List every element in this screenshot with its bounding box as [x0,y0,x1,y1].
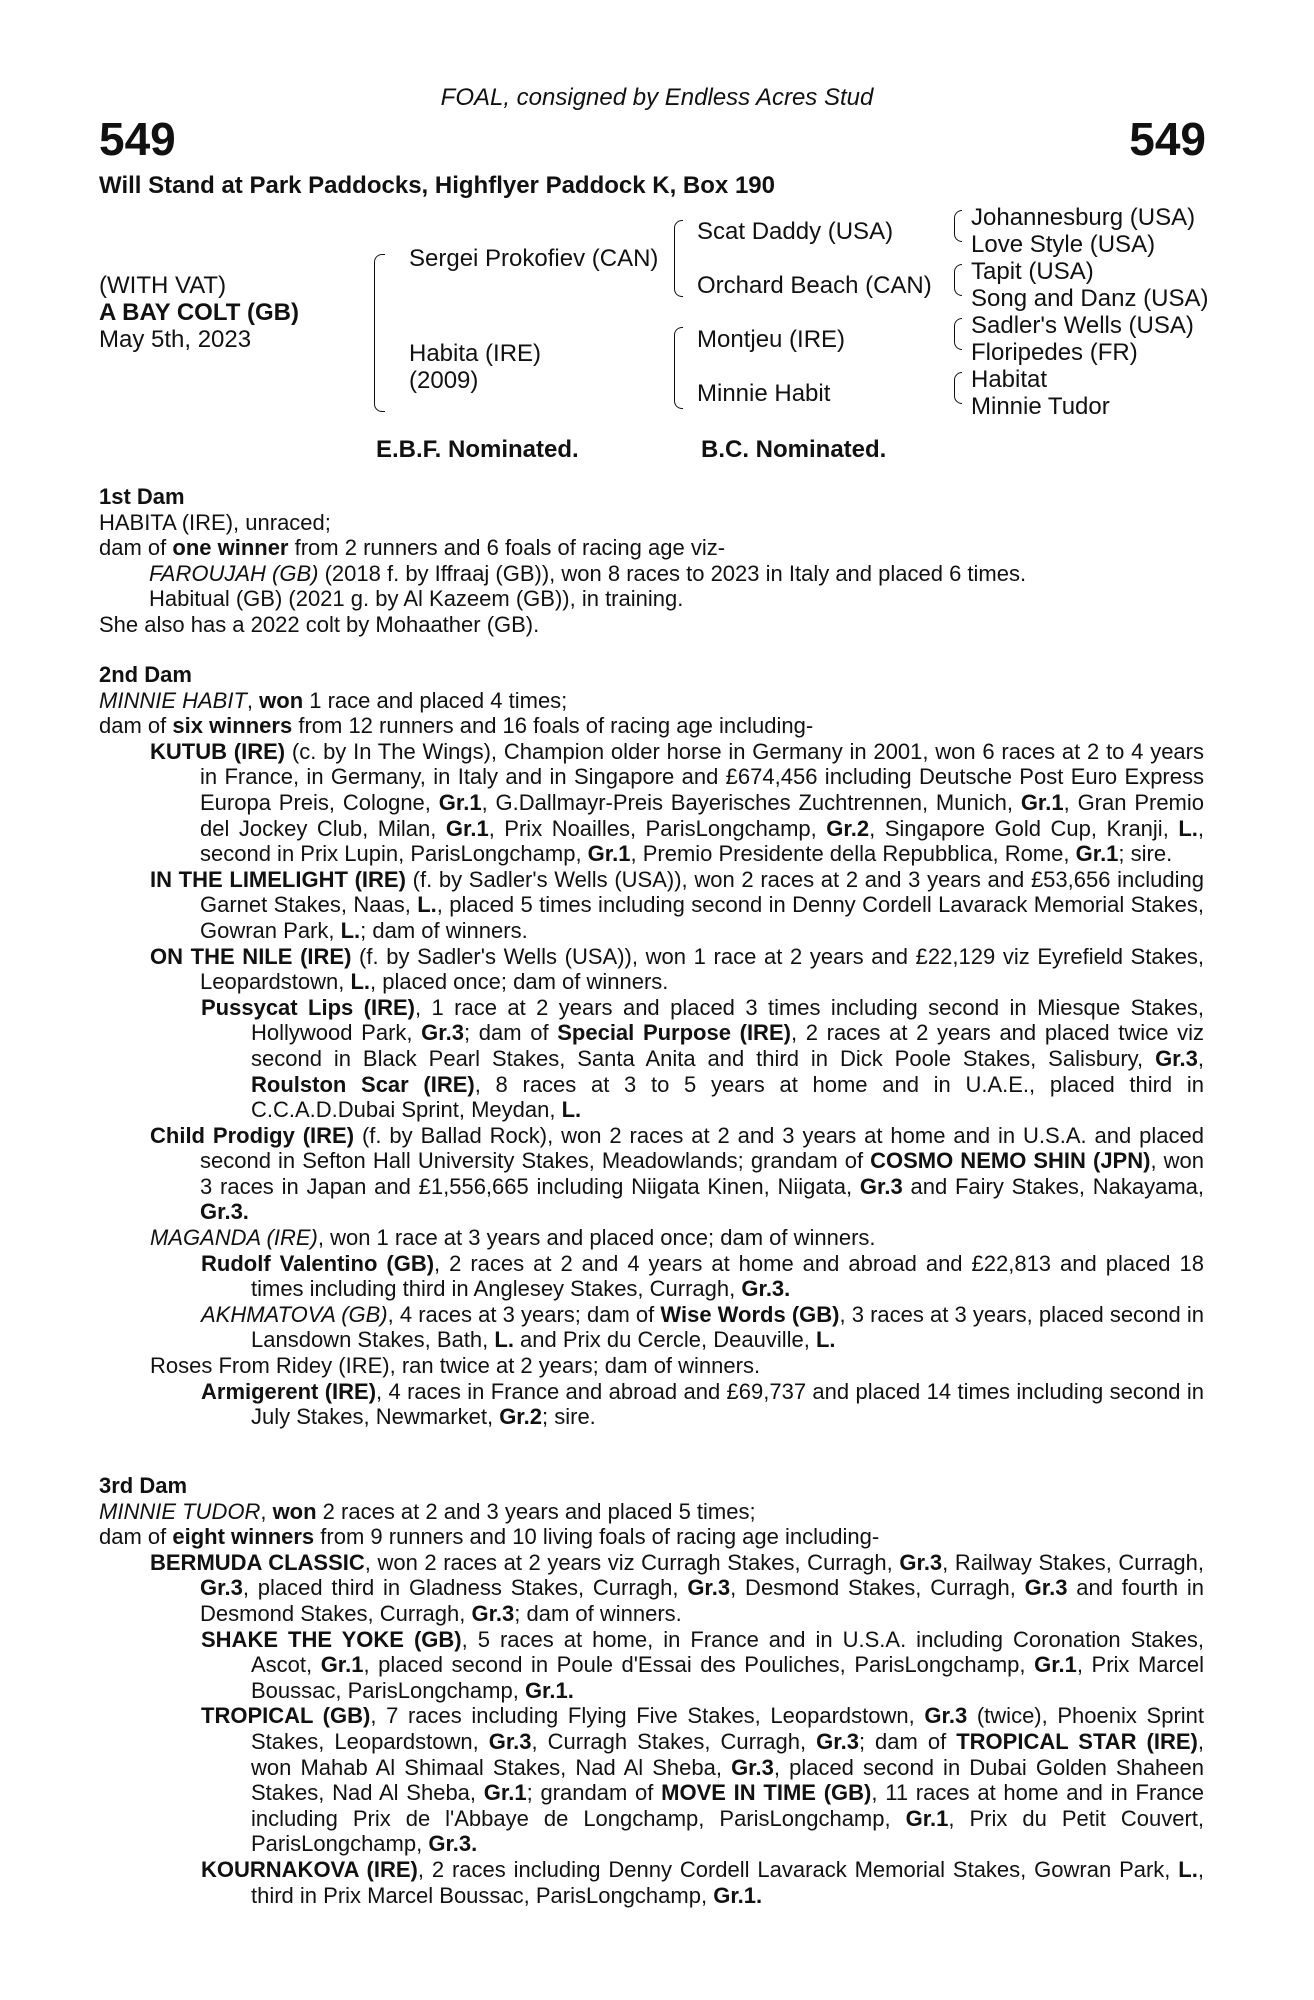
sire-sire: Scat Daddy (USA) [697,218,894,245]
sire: Sergei Prokofiev (CAN) [409,245,659,272]
lot-number-left: 549 [99,113,176,165]
gg-2: Love Style (USA) [971,231,1156,258]
first-dam-note: She also has a 2022 colt by Mohaather (GB). [99,611,540,637]
produce-child-prodigy: Child Prodigy (IRE) (f. by Ballad Rock), won 2 races at 2 and 3 years at home and in U.S.A. and placed second in Sefton Hall University Stakes, Meadowlands; grandam of COSMO NEMO SHIN (JPN), won 3 races in Japan and £1,556,665 including Niigata Kinen, Niigata, Gr.3 and Fairy Stakes, Nakayama, Gr.3. [150,1122,1205,1225]
produce-akhmatova: AKHMATOVA (GB), 4 races at 3 years; dam of Wise Words (GB), 3 races at 3 years, placed second in Lansdown Stakes, Bath, L. and Prix du Cercle, Deauville, L. [201,1301,1205,1353]
first-dam-section [99,484,1204,638]
first-dam-line: HABITA (IRE), unraced; [99,509,331,535]
produce-bermuda-classic: BERMUDA CLASSIC, won 2 races at 2 years viz Curragh Stakes, Curragh, Gr.3, Railway Stakes, Curragh, Gr.3, placed third in Gladness Stakes, Curragh, Gr.3, Desmond Stakes, Curragh, Gr.3 and fourth in Desmond Stakes, Curragh, Gr.3; dam of winners. [150,1549,1205,1626]
third-dam-produce-summary: dam of eight winners from 9 runners and 10 living foals of racing age including- [99,1524,880,1550]
brace-g3 [954,318,962,350]
produce-in-the-limelight: IN THE LIMELIGHT (IRE) (f. by Sadler's Wells (USA)), won 2 races at 2 and 3 years and £53,656 including Garnet Stakes, Naas, L., placed 5 times including second in Denny Cordell Lavarack Memorial Stakes, Gowran Park, L.; dam of winners. [150,866,1204,943]
gg-5: Sadler's Wells (USA) [971,312,1194,339]
brace-g4 [954,372,962,404]
brace-g2 [954,264,962,296]
sire-brace [674,220,683,297]
second-dam-intro: MINNIE HABIT, won 1 race and placed 4 times; [99,687,568,713]
produce-maganda: MAGANDA (IRE), won 1 race at 3 years and placed once; dam of winners. [150,1225,876,1251]
brace-g1 [954,210,962,242]
third-dam-section [99,1473,1204,1908]
first-dam-heading: 1st Dam [99,484,185,509]
foaled-date: May 5th, 2023 [99,326,252,353]
ebf-nomination: E.B.F. Nominated. [376,436,579,463]
horse-name: A BAY COLT (GB) [99,299,300,326]
pedigree-brace [374,254,385,412]
dam-year: (2009) [409,367,479,394]
lot-number-right: 549 [1129,113,1206,165]
second-dam-section [99,662,1204,1430]
consignment-line: FOAL, consigned by Endless Acres Stud [440,84,874,111]
produce-roses-from-ridey: Roses From Ridey (IRE), ran twice at 2 years; dam of winners. [150,1353,761,1379]
gg-8: Minnie Tudor [971,393,1110,420]
gg-4: Song and Danz (USA) [971,285,1209,312]
third-dam-heading: 3rd Dam [99,1473,188,1498]
produce-rudolf-valentino: Rudolf Valentino (GB), 2 races at 2 and 4 years at home and abroad and £22,813 and placed 18 times including third in Anglesey Stakes, Curragh, Gr.3. [201,1250,1204,1302]
dam-sire: Montjeu (IRE) [697,326,846,353]
second-dam-produce-summary: dam of six winners from 12 runners and 16 foals of racing age including- [99,713,814,739]
produce-pussycat-lips: Pussycat Lips (IRE), 1 race at 2 years and placed 3 times including second in Miesque Stakes, Hollywood Park, Gr.3; dam of Special Purpose (IRE), 2 races at 2 years and placed twice viz second in Black Pearl Stakes, Santa Anita and third in Dick Poole Stakes, Salisbury, Gr.3, Roulston Scar (IRE), 8 races at 3 to 5 years at home and in U.A.E., placed third in C.C.A.D.Dubai Sprint, Meydan, L. [201,994,1204,1123]
dam: Habita (IRE) [409,340,542,367]
first-dam-produce-summary: dam of one winner from 2 runners and 6 foals of racing age viz- [99,535,726,561]
vat-note: (WITH VAT) [99,272,227,299]
sire-dam: Orchard Beach (CAN) [697,272,932,299]
produce-on-the-nile: ON THE NILE (IRE) (f. by Sadler's Wells (USA)), won 1 race at 2 years and £22,129 viz Eyrefield Stakes, Leopardstown, L., placed once; dam of winners. [150,943,1204,995]
dam-brace [674,327,683,409]
produce-shake-the-yoke: SHAKE THE YOKE (GB), 5 races at home, in France and in U.S.A. including Coronation Stakes, Ascot, Gr.1, placed second in Poule d'Essai des Pouliches, ParisLongchamp, Gr.1, Prix Marcel Boussac, ParisLongchamp, Gr.1. [201,1626,1204,1703]
gg-6: Floripedes (FR) [971,339,1138,366]
gg-1: Johannesburg (USA) [971,204,1196,231]
bc-nomination: B.C. Nominated. [701,436,887,463]
dam-dam: Minnie Habit [697,380,831,407]
produce-kutub: KUTUB (IRE) (c. by In The Wings), Champion older horse in Germany in 2001, won 6 races at 2 to 4 years in France, in Germany, in Italy and in Singapore and £674,456 including Deutsche Post Euro Express Europa Preis, Cologne, Gr.1, G.Dallmayr-Preis Bayerisches Zuchtrennen, Munich, Gr.1, Gran Premio del Jockey Club, Milan, Gr.1, Prix Noailles, ParisLongchamp, Gr.2, Singapore Gold Cup, Kranji, L., second in Prix Lupin, ParisLongchamp, Gr.1, Premio Presidente della Repubblica, Rome, Gr.1; sire. [150,738,1204,867]
gg-7: Habitat [971,366,1048,393]
produce-armigerent: Armigerent (IRE), 4 races in France and abroad and £69,737 and placed 14 times including second in July Stakes, Newmarket, Gr.2; sire. [201,1378,1204,1430]
produce-faroujah: FAROUJAH (GB) (2018 f. by Iffraaj (GB)), won 8 races to 2023 in Italy and placed 6 times. [149,560,1027,586]
produce-kournakova: KOURNAKOVA (IRE), 2 races including Denny Cordell Lavarack Memorial Stakes, Gowran Park, L., third in Prix Marcel Boussac, ParisLongchamp, Gr.1. [201,1856,1204,1908]
produce-habitual: Habitual (GB) (2021 g. by Al Kazeem (GB)), in training. [149,586,684,612]
third-dam-intro: MINNIE TUDOR, won 2 races at 2 and 3 years and placed 5 times; [99,1498,756,1524]
produce-tropical: TROPICAL (GB), 7 races including Flying Five Stakes, Leopardstown, Gr.3 (twice), Phoenix Sprint Stakes, Leopardstown, Gr.3, Curragh Stakes, Curragh, Gr.3; dam of TROPICAL STAR (IRE), won Mahab Al Shimaal Stakes, Nad Al Sheba, Gr.3, placed second in Dubai Golden Shaheen Stakes, Nad Al Sheba, Gr.1; grandam of MOVE IN TIME (GB), 11 races at home and in France including Prix de l'Abbaye de Longchamp, ParisLongchamp, Gr.1, Prix du Petit Couvert, ParisLongchamp, Gr.3. [201,1703,1205,1857]
second-dam-heading: 2nd Dam [99,662,192,687]
gg-3: Tapit (USA) [971,258,1094,285]
stand-location: Will Stand at Park Paddocks, Highflyer Paddock K, Box 190 [99,172,775,199]
